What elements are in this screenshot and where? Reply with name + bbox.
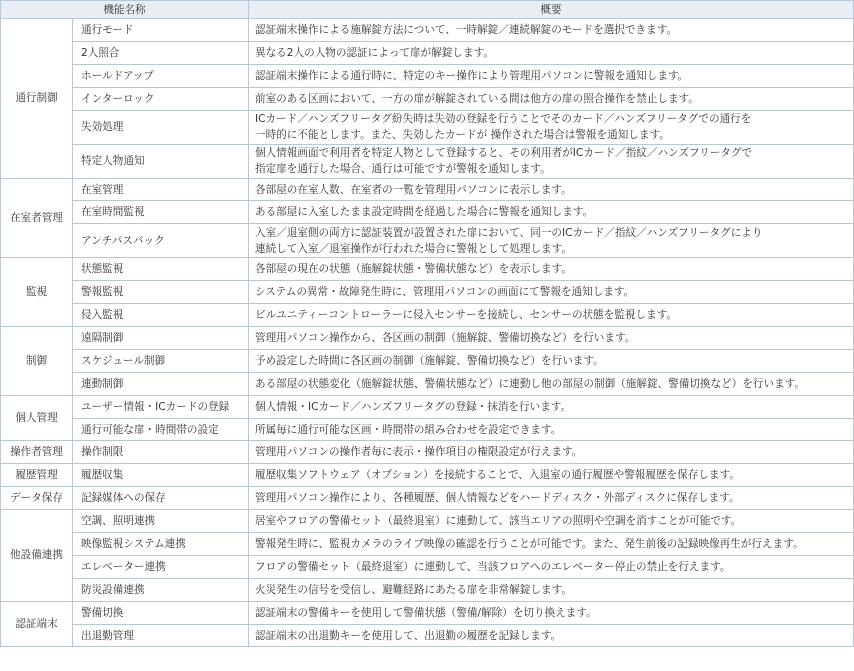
table-row	[1, 224, 854, 258]
overview-cell	[249, 64, 854, 87]
overview-line: 認証端末の警備キーを使用して警備状態（警備/解除）を切り換えます。	[255, 606, 597, 619]
overview-cell	[249, 144, 854, 178]
overview-line: 入室／退室側の両方に認証装置が設置された扉において、同一のICカード／指紋／ハンズフリータグにより	[255, 226, 763, 239]
header-overview: 概要	[249, 1, 854, 19]
overview-line: 予め設定した時間に各区画の制御（施解錠、警備切換など）を行います。	[255, 354, 604, 367]
function-name-cell: 侵入監視	[73, 304, 249, 327]
overview-cell	[249, 578, 854, 601]
overview-cell	[249, 418, 854, 441]
table-row	[1, 464, 854, 487]
overview-line: 火災発生の信号を受信し、避難経路にあたる扉を非常解錠します。	[255, 583, 572, 596]
table-row	[1, 487, 854, 510]
overview-line: 個人情報画面で利用者を特定人物として登録すると、その利用者がICカード／指紋／ハンズフリータグで	[255, 147, 753, 160]
function-name-cell: 記録媒体への保存	[73, 487, 249, 510]
overview-line: システムの異常・故障発生時に、管理用パソコンの画面にて警報を通知します。	[255, 286, 635, 299]
table-row	[1, 19, 854, 42]
function-name-cell: 連動制御	[73, 372, 249, 395]
overview-cell	[249, 464, 854, 487]
table-row	[1, 601, 854, 624]
category-cell: データ保存	[1, 487, 73, 510]
function-name-cell: 状態監視	[73, 258, 249, 281]
overview-cell	[249, 224, 854, 258]
category-cell: 在室者管理	[1, 178, 73, 258]
overview-line: 異なる2人の人物の認証によって扉が解錠します。	[255, 46, 494, 59]
overview-cell	[249, 372, 854, 395]
overview-cell	[249, 487, 854, 510]
overview-line: 管理用パソコン操作から、各区画の制御（施解錠、警備切換など）を行います。	[255, 331, 636, 344]
table-row	[1, 510, 854, 533]
function-name-cell: スケジュール制御	[73, 349, 249, 372]
category-cell: 操作者管理	[1, 441, 73, 464]
table-row	[1, 258, 854, 281]
overview-cell	[249, 349, 854, 372]
overview-line: 連続して入室／退室操作が行われた場合に警報として処理します。	[255, 242, 572, 255]
table-row	[1, 304, 854, 327]
overview-cell	[249, 510, 854, 533]
overview-cell	[249, 19, 854, 42]
category-cell: 認証端末	[1, 601, 73, 647]
table-row	[1, 555, 854, 578]
overview-cell	[249, 555, 854, 578]
function-name-cell: ユーザー情報・ICカードの登録	[73, 395, 249, 418]
table-row	[1, 327, 854, 350]
category-cell: 通行制御	[1, 19, 73, 179]
table-body	[1, 19, 854, 647]
overview-line: 一時的に不能とします。また、失効したカードが 操作された場合は警報を通知します。	[255, 129, 670, 142]
table-header	[1, 1, 854, 19]
overview-cell	[249, 624, 854, 647]
function-name-cell: 警備切換	[73, 601, 249, 624]
overview-cell	[249, 201, 854, 224]
function-name-cell: 防災設備連携	[73, 578, 249, 601]
function-name-cell: 操作制限	[73, 441, 249, 464]
table-row	[1, 372, 854, 395]
function-name-cell: エレベーター連携	[73, 555, 249, 578]
function-name-cell: 特定人物通知	[73, 144, 249, 178]
table-row	[1, 349, 854, 372]
table-row	[1, 533, 854, 556]
function-name-cell: 空調、照明連携	[73, 510, 249, 533]
overview-cell	[249, 178, 854, 201]
table-row	[1, 41, 854, 64]
function-name-cell: 通行可能な扉・時間帯の設定	[73, 418, 249, 441]
function-name-cell: 在室時間監視	[73, 201, 249, 224]
function-name-cell: 映像監視システム連携	[73, 533, 249, 556]
overview-cell	[249, 533, 854, 556]
header-function-name: 機能名称	[1, 1, 249, 19]
function-name-cell: インターロック	[73, 87, 249, 110]
table-row	[1, 624, 854, 647]
overview-line: 認証端末の出退勤キーを使用して、出退勤の履歴を記録します。	[255, 629, 562, 642]
overview-cell	[249, 601, 854, 624]
table-row	[1, 418, 854, 441]
overview-line: 居室やフロアの警備セット（最終退室）に連動して、該当エリアの照明や空調を消すことが可能です。	[255, 515, 742, 528]
category-cell: 履歴管理	[1, 464, 73, 487]
table-row	[1, 395, 854, 418]
table-row	[1, 441, 854, 464]
function-name-cell: 警報監視	[73, 281, 249, 304]
overview-line: ある部屋の状態変化（施解錠状態、警備状態など）に連動し他の部屋の制御（施解錠、警備切換など）を行います。	[255, 377, 806, 390]
overview-cell	[249, 281, 854, 304]
overview-line: ICカード／ハンズフリータグ紛失時は失効の登録を行うことでそのカード／ハンズフリータグでの通行を	[255, 113, 752, 126]
function-name-cell: 在室管理	[73, 178, 249, 201]
table-row	[1, 281, 854, 304]
category-cell: 制御	[1, 327, 73, 396]
overview-cell	[249, 258, 854, 281]
category-cell: 監視	[1, 258, 73, 327]
overview-cell	[249, 110, 854, 144]
overview-cell	[249, 327, 854, 350]
function-name-cell: 2人照合	[73, 41, 249, 64]
overview-line: フロアの警備セット（最終退室）に連動して、当該フロアへのエレベーター停止の禁止を行えます。	[255, 560, 731, 573]
table-row	[1, 201, 854, 224]
overview-line: 認証端末操作による施解錠方法について、一時解錠／連続解錠のモードを選択できます。	[255, 23, 678, 36]
overview-cell	[249, 395, 854, 418]
category-cell: 他設備連携	[1, 510, 73, 602]
overview-line: 所属毎に通行可能な区画・時間帯の組み合わせを設定できます。	[255, 423, 562, 436]
function-name-cell: 失効処理	[73, 110, 249, 144]
table-row	[1, 87, 854, 110]
function-name-cell: ホールドアップ	[73, 64, 249, 87]
function-name-cell: 出退勤管理	[73, 624, 249, 647]
overview-line: 管理用パソコン操作により、各種履歴、個人情報などをハードディスク・外部ディスクに保存します。	[255, 492, 740, 505]
overview-cell	[249, 441, 854, 464]
function-name-cell: 履歴収集	[73, 464, 249, 487]
category-cell: 個人管理	[1, 395, 73, 441]
overview-line: 指定扉を通行した場合、通行は可能ですが警報を通知します。	[255, 163, 551, 176]
table-row	[1, 178, 854, 201]
overview-cell	[249, 41, 854, 64]
overview-line: 前室のある区画において、一方の扉が解錠されている間は他方の扉の照合操作を禁止します。	[255, 92, 699, 105]
table-row	[1, 144, 854, 178]
table-row	[1, 578, 854, 601]
header-row	[1, 1, 854, 19]
overview-line: ビルユニティーコントローラーに侵入センサーを接続し、センサーの状態を監視します。	[255, 309, 678, 322]
overview-line: 履歴収集ソフトウェア（オプション）を接続することで、入退室の通行履歴や警報履歴を保存します。	[255, 469, 740, 482]
overview-line: 認証端末操作による通行時に、特定のキー操作により管理用パソコンに警報を通知します。	[255, 69, 689, 82]
overview-line: 管理用パソコンの操作者毎に表示・操作項目の権限設定が行えます。	[255, 446, 583, 459]
overview-cell	[249, 87, 854, 110]
overview-line: 警報発生時に、監視カメラのライブ映像の確認を行うことが可能です。また、発生前後の記録映像再生が行えます。	[255, 537, 804, 550]
overview-line: 各部屋の在室人数、在室者の一覧を管理用パソコンに表示します。	[255, 183, 572, 196]
function-name-cell: 通行モード	[73, 19, 249, 42]
table-row	[1, 64, 854, 87]
overview-line: ある部屋に入室したまま設定時間を経過した場合に警報を通知します。	[255, 206, 594, 219]
overview-line: 個人情報・ICカード／ハンズフリータグの登録・抹消を行います。	[255, 400, 572, 413]
overview-cell	[249, 304, 854, 327]
function-name-cell: アンチパスバック	[73, 224, 249, 258]
overview-line: 各部屋の現在の状態（施解錠状態・警備状態など）を表示します。	[255, 263, 572, 276]
function-name-cell: 遠隔制御	[73, 327, 249, 350]
table-row	[1, 110, 854, 144]
